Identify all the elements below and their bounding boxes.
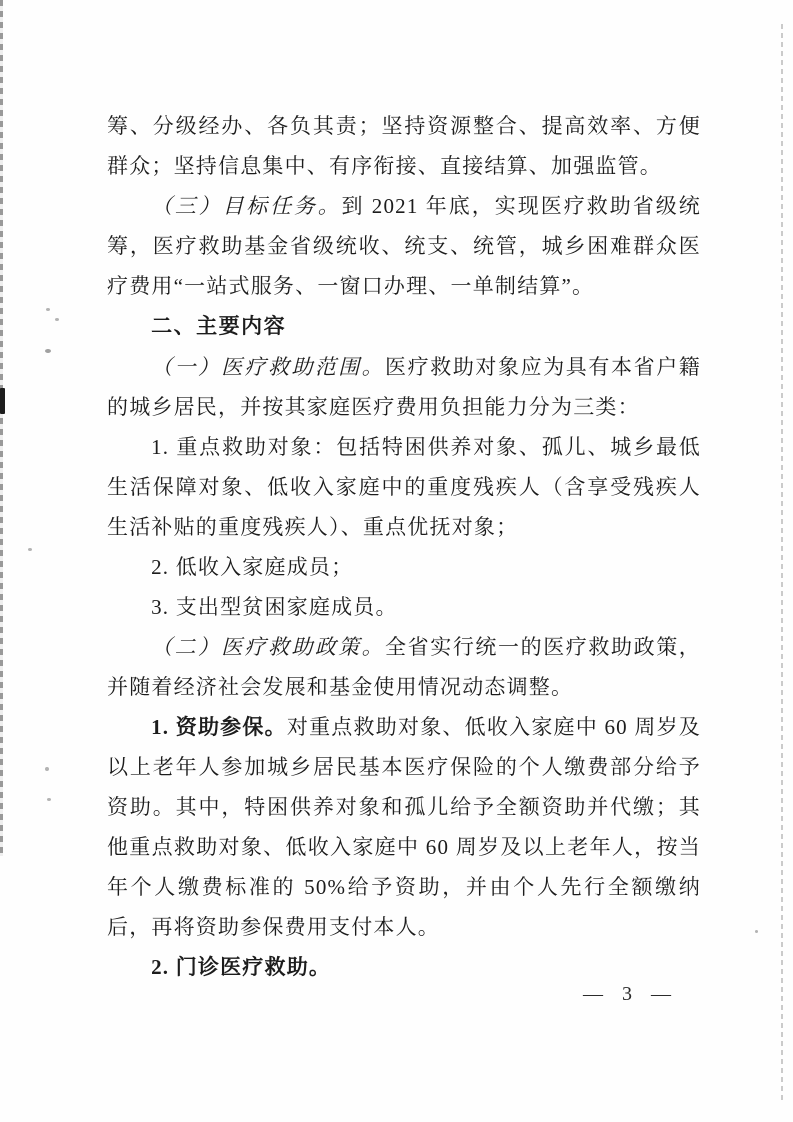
scan-speck — [55, 318, 59, 321]
text-run: 2. 门诊医疗救助。 — [151, 955, 332, 979]
text-run: （三）目标任务。 — [151, 194, 342, 218]
scan-speck — [45, 767, 49, 771]
paragraph — [107, 627, 701, 707]
text-run: 3. 支出型贫困家庭成员。 — [151, 595, 398, 619]
text-run: 2. 低收入家庭成员； — [151, 555, 354, 579]
scan-artifact-left-blob — [0, 388, 5, 414]
text-run: 二、主要内容 — [151, 315, 287, 338]
paragraph — [107, 427, 701, 547]
scan-speck — [46, 308, 50, 311]
scan-speck — [45, 349, 51, 353]
text-run: 1. 资助参保。 — [151, 715, 287, 739]
scan-artifact-right-dotted-line — [781, 24, 783, 1104]
text-run: （二）医疗救助政策。 — [151, 635, 386, 659]
page-number: — 3 — — [583, 983, 673, 1005]
paragraph — [107, 707, 701, 947]
text-run: 1. 重点救助对象：包括特困供养对象、孤儿、城乡最低生活保障对象、低收入家庭中的重度残疾人（含享受残疾人生活补贴的重度残疾人）、重点优抚对象； — [107, 435, 701, 539]
text-run: 全省实行统一的医疗救助政策，并随着经济社会发展和基金使用情况动态调整。 — [107, 635, 701, 699]
text-run: 医疗救助对象应为具有本省户籍的城乡居民，并按其家庭医疗费用负担能力分为三类： — [107, 355, 701, 419]
paragraph — [107, 947, 701, 987]
text-run: 筹、分级经办、各负其责；坚持资源整合、提高效率、方便群众；坚持信息集中、有序衔接、直接结算、加强监管。 — [107, 114, 701, 178]
text-run: （一）医疗救助范围。 — [151, 355, 386, 379]
text-run: 对重点救助对象、低收入家庭中 60 周岁及以上老年人参加城乡居民基本医疗保险的个人缴费部分给予资助。其中，特困供养对象和孤儿给予全额资助并代缴；其他重点救助对象、低收入家庭中 60 周岁及以上老年人，按当年个人缴费标准的 50%给予资助，并由个人先行全额缴纳后，再将资助参保费用支付本人。 — [107, 715, 701, 939]
section-heading — [107, 306, 701, 347]
paragraph — [107, 587, 701, 627]
paragraph — [107, 106, 701, 186]
paragraph — [107, 547, 701, 587]
document-body — [107, 106, 701, 987]
scan-speck — [755, 930, 758, 933]
paragraph — [107, 347, 701, 427]
text-run: 到 2021 年底，实现医疗救助省级统筹，医疗救助基金省级统收、统支、统管，城乡困难群众医疗费用“一站式服务、一窗口办理、一单制结算”。 — [107, 194, 701, 298]
scan-speck — [47, 798, 51, 801]
scan-artifact-left-edge — [0, 0, 3, 856]
scan-speck — [28, 548, 32, 551]
paragraph — [107, 186, 701, 306]
